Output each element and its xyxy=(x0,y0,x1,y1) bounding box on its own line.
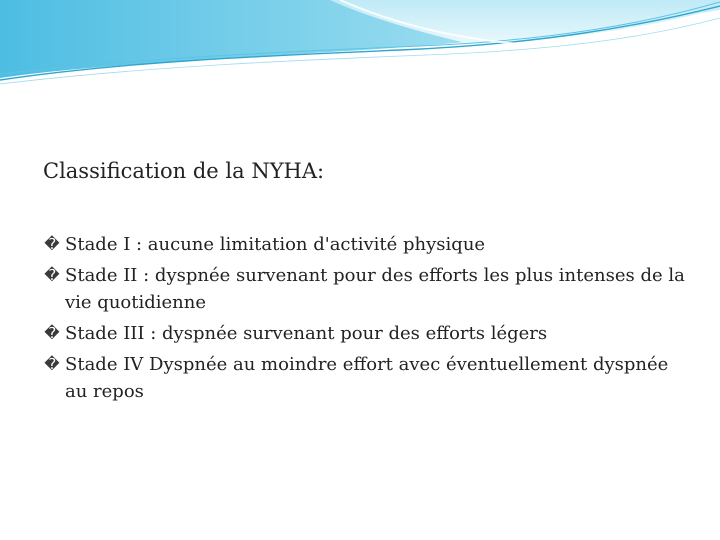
bullet-text: Stade IV Dyspnée au moindre effort avec éventuellement dyspnée au repos xyxy=(65,354,669,402)
bullet-placeholder-icon: � xyxy=(44,324,60,342)
bullet-placeholder-icon: � xyxy=(44,266,60,284)
bullet-placeholder-icon: � xyxy=(44,235,60,253)
slide-title: Classification de la NYHA: xyxy=(43,159,325,183)
list-item xyxy=(44,351,694,405)
bullet-placeholder-icon: � xyxy=(44,355,60,373)
header-wave-decoration xyxy=(0,0,720,90)
list-item xyxy=(44,320,694,347)
bullet-text: Stade II : dyspnée survenant pour des efforts les plus intenses de la vie quotidienne xyxy=(65,265,685,313)
list-item xyxy=(44,262,694,316)
bullet-text: Stade I : aucune limitation d'activité physique xyxy=(65,234,486,255)
list-item xyxy=(44,231,694,258)
bullet-list xyxy=(44,231,694,409)
bullet-text: Stade III : dyspnée survenant pour des efforts légers xyxy=(65,323,548,344)
